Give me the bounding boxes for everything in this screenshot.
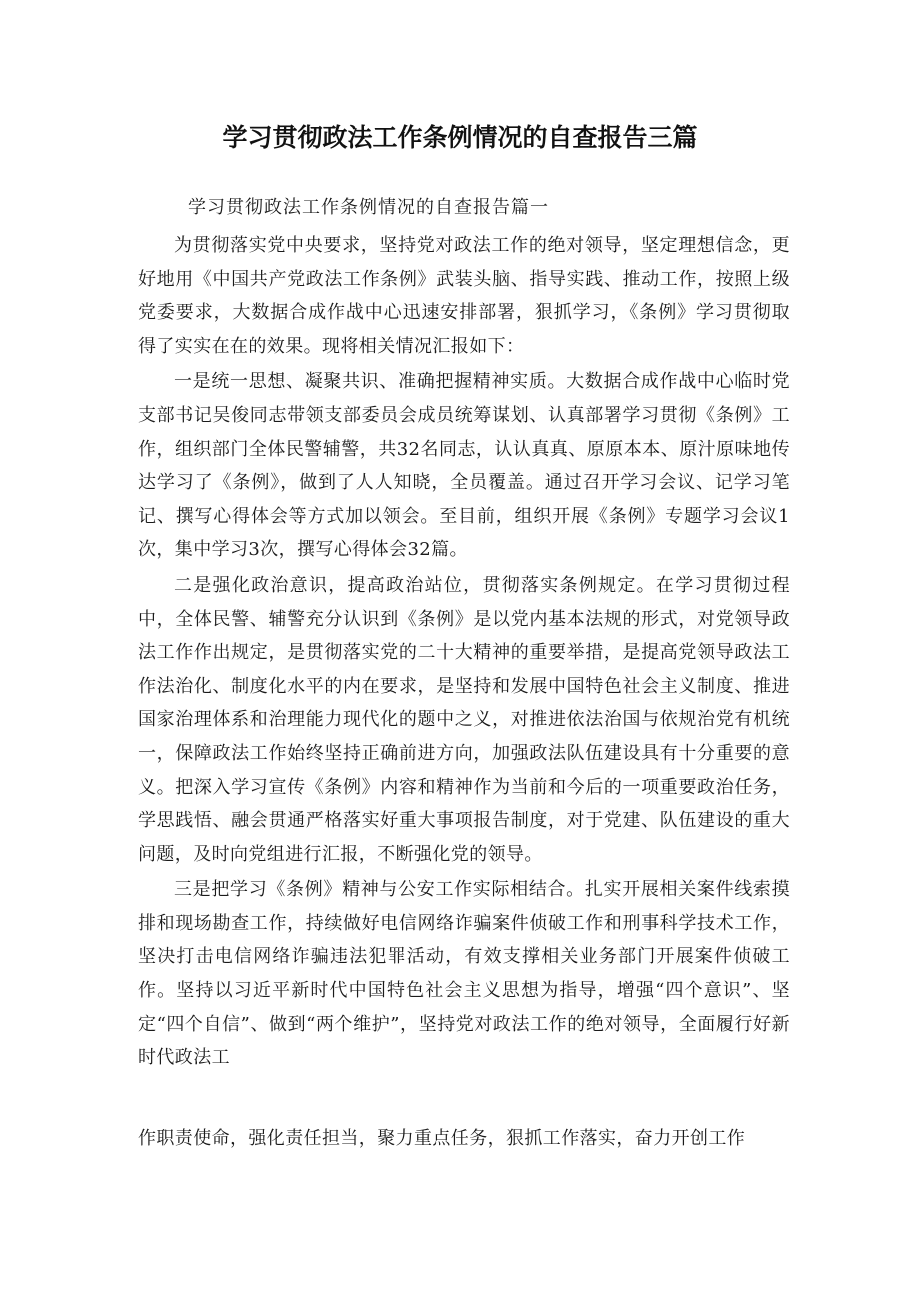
document-title: 学习贯彻政法工作条例情况的自查报告三篇 — [222, 123, 698, 152]
document-subtitle: 学习贯彻政法工作条例情况的自查报告篇一 — [188, 197, 549, 218]
paragraph-point-three: 三是把学习《条例》精神与公安工作实际相结合。扎实开展相关案件线索摸排和现场勘查工作，持续做好电信网络诈骗案件侦破工作和刑事科学技术工作，坚决打击电信网络诈骗违法犯罪活动，有效支撑相关业务部门开展案件侦破工作。坚持以习近平新时代中国特色社会主义思想为指导，增强“四个意识”、坚定“四个自信”、做到“两个维护”，坚持党对政法工作的绝对领导，全面履行好新时代政法工 — [138, 879, 790, 1069]
paragraph-continuation: 作职责使命，强化责任担当，聚力重点任务，狠抓工作落实，奋力开创工作 — [138, 1128, 746, 1149]
paragraph-point-one: 一是统一思想、凝聚共识、准确把握精神实质。大数据合成作战中心临时党支部书记吴俊同志带领支部委员会成员统筹谋划、认真部署学习贯彻《条例》工作，组织部门全体民警辅警，共32名同志，认认真真、原原本本、原汁原味地传达学习了《条例》，做到了人人知晓，全员覆盖。通过召开学习会议、记学习笔记、撰写心得体会等方式加以领会。至目前，组织开展《条例》专题学习会议1次，集中学习3次，撰写心得体会32篇。 — [138, 371, 790, 561]
paragraph-intro: 为贯彻落实党中央要求，坚持党对政法工作的绝对领导，坚定理想信念，更好地用《中国共产党政法工作条例》武装头脑、指导实践、推动工作，按照上级党委要求，大数据合成作战中心迅速安排部署，狠抓学习，《条例》学习贯彻取得了实实在在的效果。现将相关情况汇报如下： — [138, 235, 790, 357]
document-body — [138, 229, 790, 1077]
paragraph-point-two: 二是强化政治意识，提高政治站位，贯彻落实条例规定。在学习贯彻过程中，全体民警、辅警充分认识到《条例》是以党内基本法规的形式，对党领导政法工作作出规定，是贯彻落实党的二十大精神的重要举措，是提高党领导政法工作法治化、制度化水平的内在要求，是坚持和发展中国特色社会主义制度、推进国家治理体系和治理能力现代化的题中之义，对推进依法治国与依规治党有机统一，保障政法工作始终坚持正确前进方向，加强政法队伍建设具有十分重要的意义。把深入学习宣传《条例》内容和精神作为当前和今后的一项重要政治任务，学思践悟、融会贯通严格落实好重大事项报告制度，对于党建、队伍建设的重大问题，及时向党组进行汇报，不断强化党的领导。 — [138, 574, 790, 865]
